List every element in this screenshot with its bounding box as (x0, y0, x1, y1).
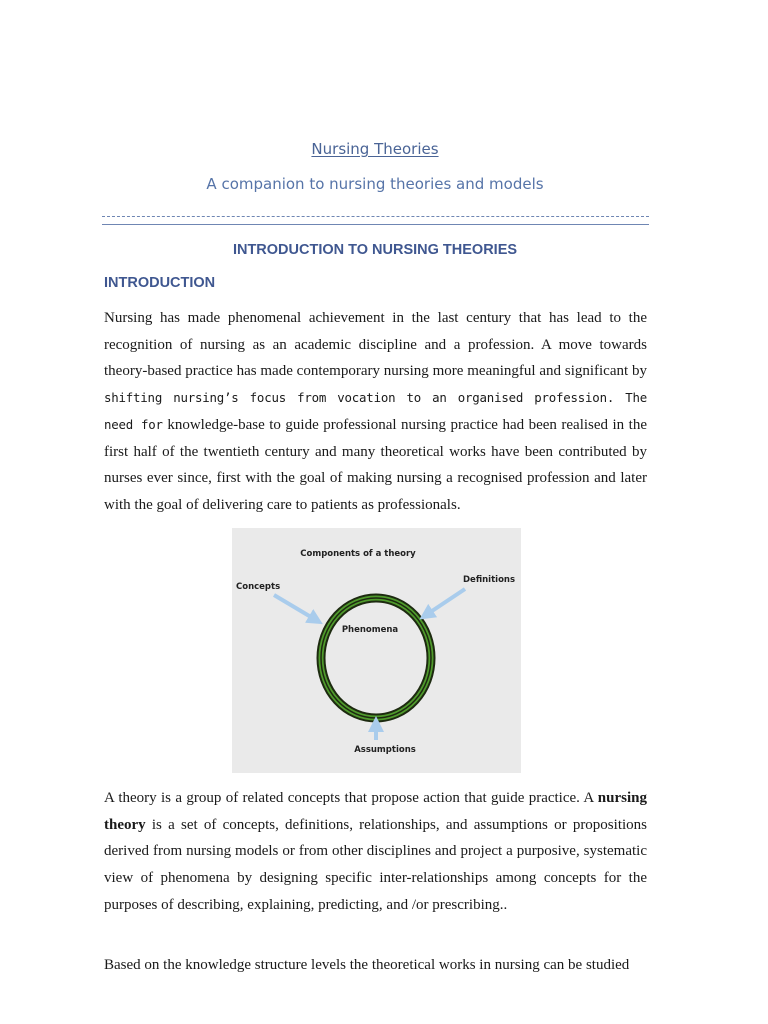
figure-title: Components of a theory (300, 549, 416, 559)
intro-paragraph (104, 305, 647, 519)
intro-paragraph-part3: knowledge-base to guide professional nursing practice had been realised in the first half of the twentieth century and many theoretical works have been contributed by nurses ever since, first with the goal of making nursing a recognised profession and later with the goal of delivering care to patients as professionals. (104, 416, 647, 513)
theory-definition-part2: is a set of concepts, definitions, relationships, and assumptions or propositions derived from nursing models or from other disciplines and project a purposive, systematic view of phenomena by designing specific inter-relationships among concepts for the purposes of describing, explaining, predicting, and /or prescribing.. (104, 816, 647, 913)
nursing-theory-term: nursing theory (104, 790, 647, 833)
components-diagram (232, 528, 521, 773)
header-divider-solid (102, 224, 649, 225)
concepts-arrow (274, 595, 316, 620)
knowledge-structure-paragraph: Based on the knowledge structure levels the theoretical works in nursing can be studied (104, 957, 630, 973)
figure-label-concepts: Concepts (236, 582, 281, 592)
document-subtitle: A companion to nursing theories and models (206, 175, 544, 193)
theory-definition-part1: A theory is a group of related concepts that propose action that guide practice. A (104, 790, 598, 806)
document-title: Nursing Theories (311, 140, 439, 158)
definitions-arrow (426, 589, 465, 615)
theory-definition-paragraph (104, 785, 647, 919)
phenomena-ring (321, 598, 431, 718)
intro-paragraph-part1: Nursing has made phenomenal achievement in the last century that has lead to the recognition of nursing as an academic discipline and a profession. A move towards theory-based practice has made contemporary nursing more meaningful and significant by (104, 310, 647, 380)
figure-label-definitions: Definitions (463, 575, 516, 585)
figure-label-phenomena: Phenomena (341, 625, 399, 635)
components-of-theory-figure (232, 528, 521, 773)
figure-label-assumptions: Assumptions (354, 745, 416, 755)
intro-paragraph-part2: shifting nursing’s focus from vocation to an organised profession. The need for (104, 390, 647, 432)
header-divider-dashed (102, 216, 649, 217)
subsection-heading: INTRODUCTION (104, 275, 216, 291)
section-heading: INTRODUCTION TO NURSING THEORIES (232, 242, 518, 258)
